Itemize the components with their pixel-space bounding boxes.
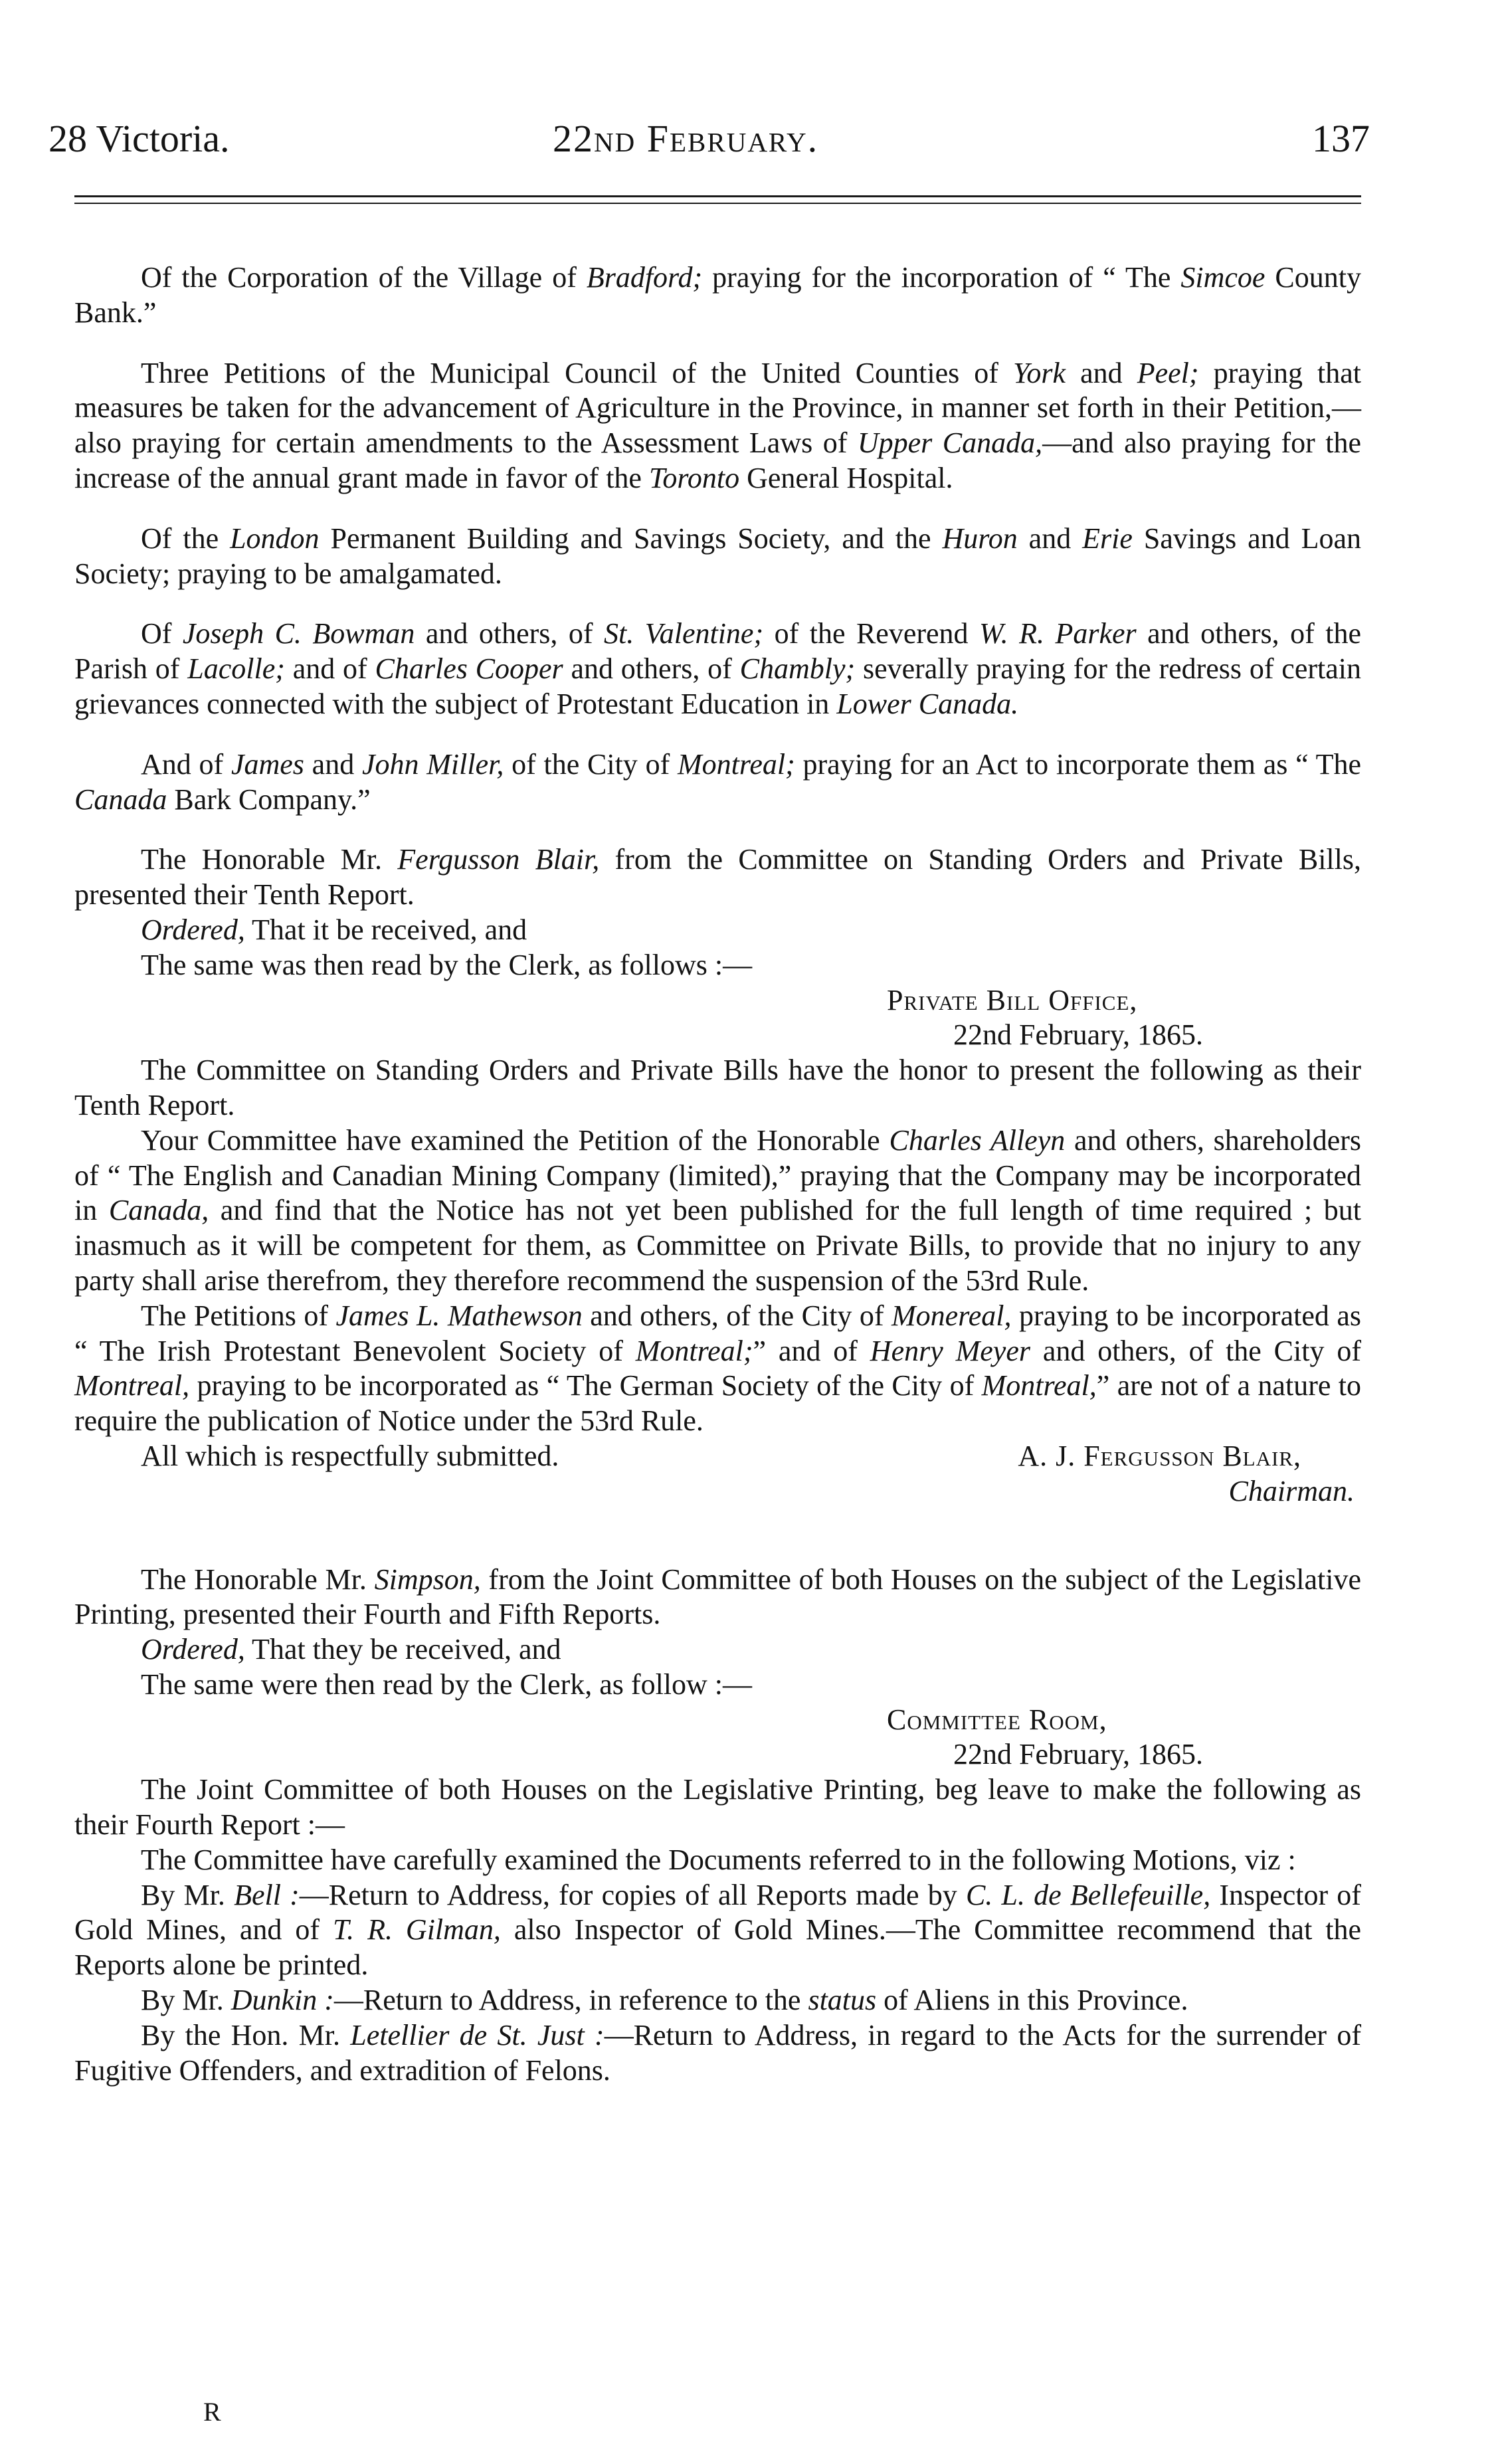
report-signature-line <box>74 1439 1361 1474</box>
signer-title: Chairman. <box>1228 1474 1355 1507</box>
fourth-report-motions: The Committee have carefully examined the Documents referred to in the following Motions, viz : <box>141 1843 1296 1876</box>
read-by-clerk-2: The same were then read by the Clerk, as follow :— <box>141 1667 753 1701</box>
motion-dunkin: By Mr. Dunkin :—Return to Address, in reference to the status of Aliens in this Province. <box>141 1984 1188 2017</box>
signature-mark: R <box>203 2397 221 2427</box>
private-bill-office-date: 22nd February, 1865. <box>953 1018 1203 1052</box>
blair-report-intro: The Honorable Mr. Fergusson Blair, from the Committee on Standing Orders and Private Bills, presented their Tenth Report. <box>74 843 1361 911</box>
header-date: 22nd February. <box>553 117 819 160</box>
tenth-report-opening: The Committee on Standing Orders and Private Bills have the honor to present the following as their Tenth Report. <box>74 1054 1361 1121</box>
motion-letellier: By the Hon. Mr. Letellier de St. Just :—Return to Address, in regard to the Acts for the surrender of Fugitive Offenders, and extradition of Felons. <box>74 2018 1361 2087</box>
fourth-report-opening: The Joint Committee of both Houses on the Legislative Printing, beg leave to make the following as their Fourth Report :— <box>74 1773 1361 1842</box>
tenth-report-alleyn: Your Committee have examined the Petition of the Honorable Charles Alleyn and others, shareholders of “ The English and Canadian Mining Company (limited),” praying that the Company may be incorporated in Canada, and find that the Notice has not yet been published for the full length of time required ; but inasmuch as it will be competent for them, as Committee on Private Bills, to provide that no injury to any party shall arise therefrom, they therefore recommend the suspension of the 53rd Rule. <box>74 1123 1362 1297</box>
header-rule-bottom <box>74 203 1361 204</box>
petition-london: Of the London Permanent Building and Savings Society, and the Huron and Erie Savings and Loan Society; praying to be amalgamated. <box>74 521 1362 590</box>
petition-bowman: Of Joseph C. Bowman and others, of St. Valentine; of the Reverend W. R. Parker and others, of the Parish of Lacolle; and of Charles Cooper and others, of Chambly; severally praying for the redress of certain grievances connected with the subject of Protestant Education in Lower Canada. <box>74 617 1362 720</box>
private-bill-office: Private Bill Office, <box>887 983 1138 1016</box>
ordered-received-2: Ordered, That they be received, and <box>141 1633 561 1666</box>
submitted-text: All which is respectfully submitted. <box>141 1439 559 1472</box>
header-session: 28 Victoria. <box>48 117 230 160</box>
page-number: 137 <box>1312 117 1370 160</box>
committee-room: Committee Room, <box>887 1703 1107 1736</box>
petition-york-peel: Three Petitions of the Municipal Council of the United Counties of York and Peel; praying that measures be taken for the advancement of Agriculture in the Province, in manner set forth in their Petition,—also praying for certain amendments to the Assessment Laws of Upper Canada,—and also praying for the increase of the annual grant made in favor of the Toronto General Hospital. <box>74 356 1361 494</box>
petition-bradford: Of the Corporation of the Village of Bradford; praying for the incorporation of “ The Simcoe County Bank.” <box>74 261 1361 329</box>
tenth-report-mathewson: The Petitions of James L. Mathewson and others, of the City of Monereal, praying to be incorporated as “ The Irish Protestant Benevolent Society of Montreal;” and of Henry Meyer and others, of the City of Montreal, praying to be incorporated as “ The German Society of the City of Montreal,” are not of a nature to require the publication of Notice under the 53rd Rule. <box>74 1299 1362 1438</box>
simpson-report-intro: The Honorable Mr. Simpson, from the Joint Committee of both Houses on the subject of the Legislative Printing, presented their Fourth and Fifth Reports. <box>74 1563 1361 1631</box>
page-header <box>0 116 1498 176</box>
motion-bell: By Mr. Bell :—Return to Address, for copies of all Reports made by C. L. de Bellefeuille, Inspector of Gold Mines, and of T. R. Gilman, also Inspector of Gold Mines.—The Committee recommend that the Reports alone be printed. <box>74 1878 1361 1982</box>
ordered-received-1: Ordered, That it be received, and <box>141 913 527 946</box>
petition-miller: And of James and John Miller, of the City of Montreal; praying for an Act to incorporate them as “ The Canada Bark Company.” <box>74 747 1361 816</box>
committee-room-date: 22nd February, 1865. <box>953 1738 1203 1771</box>
signer-name: A. J. Fergusson Blair, <box>1018 1439 1301 1472</box>
journal-body <box>74 260 1361 2088</box>
read-by-clerk-1: The same was then read by the Clerk, as follows :— <box>141 948 753 981</box>
header-rule-top <box>74 195 1361 197</box>
